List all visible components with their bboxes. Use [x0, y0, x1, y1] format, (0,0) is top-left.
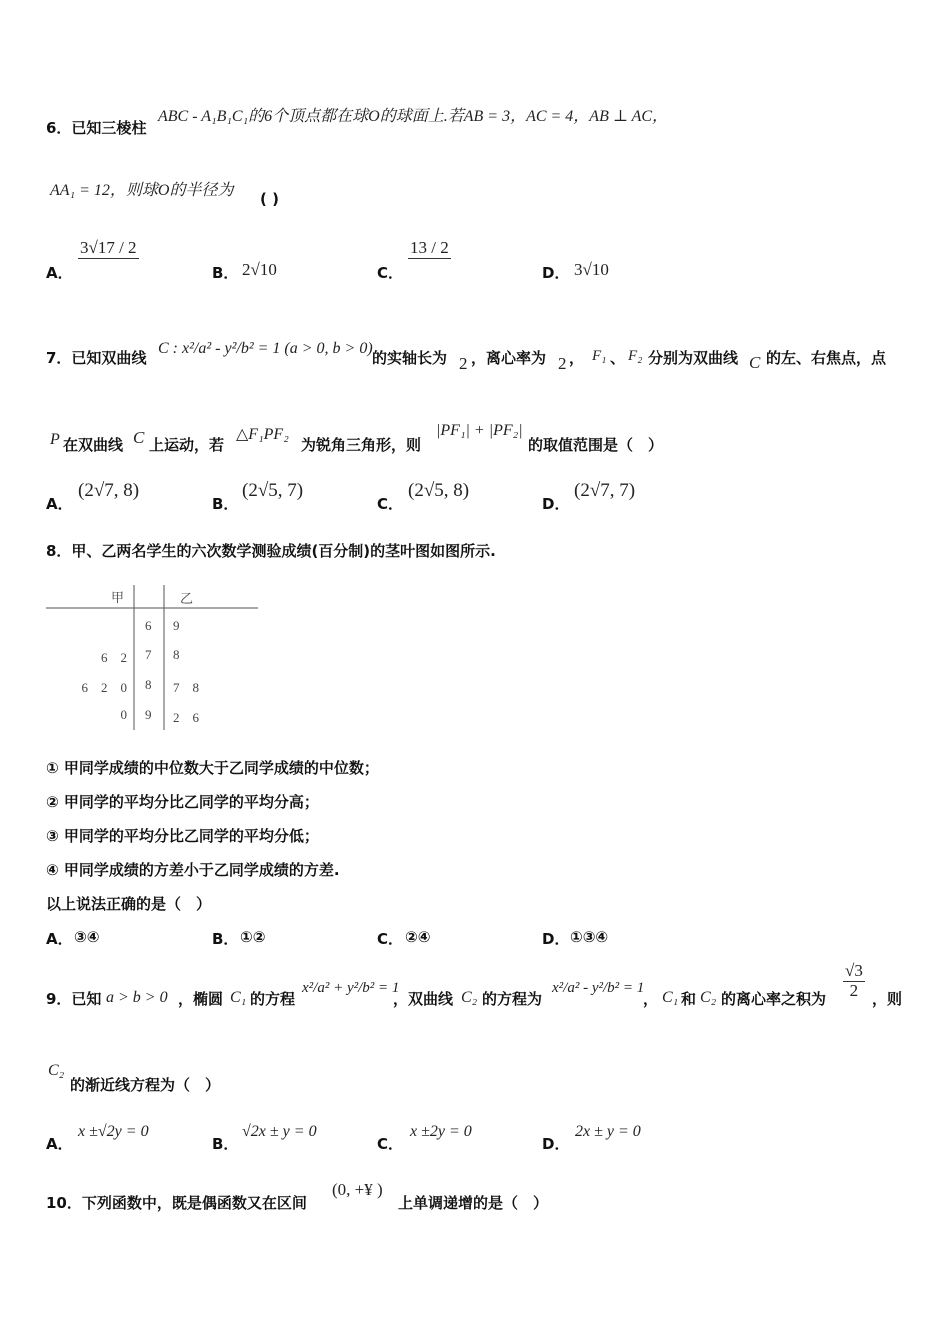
q7-text-3: ，	[569, 349, 585, 367]
q8-option-a-text: ③④	[74, 928, 100, 946]
q8-statement-1: ① 甲同学成绩的中位数大于乙同学成绩的中位数；	[46, 759, 379, 777]
q7-text-5: 的左、右焦点，点	[766, 349, 887, 367]
q8-option-a-label: A．	[46, 930, 73, 948]
q7-value-1: 2	[459, 354, 468, 373]
q7-option-c-text: (2√5, 8)	[408, 480, 470, 501]
q7-option-c-label: C．	[377, 495, 404, 513]
q7-separator: 、	[610, 349, 626, 367]
table-row-2-stem: 7	[145, 647, 152, 662]
q8-ask: 以上说法正确的是（ ）	[46, 895, 212, 913]
q6-stem-math: ABC - A₁B₁C₁的6个顶点都在球O的球面上.若AB = 3，AC = 4，AB ⊥ AC，	[158, 108, 669, 125]
q7-triangle: △F₁PF₂	[236, 426, 289, 443]
q6-option-c-text: 13 / 2	[410, 238, 449, 258]
q9-text-3: ，双曲线	[393, 990, 454, 1008]
q6-line2-tail: ( )	[260, 190, 279, 208]
q7-text-4: 分别为双曲线	[648, 349, 739, 367]
q9-option-b-text: √2x ± y = 0	[242, 1123, 317, 1140]
q9-text-8: ，则	[872, 990, 903, 1008]
q9-condition: a > b > 0	[106, 989, 168, 1006]
q7-option-b-text: (2√5, 7)	[242, 480, 304, 501]
table-row-4-left: 0	[120, 707, 127, 722]
q7-option-a-text: (2√7, 8)	[78, 480, 140, 501]
stem-leaf-table-lines	[46, 585, 258, 730]
q7-number: 7．已知双曲线	[46, 349, 147, 367]
q7-hyperbola-equation: C : x²/a² - y²/b² = 1 (a > 0, b > 0)	[158, 340, 373, 357]
q7-text-9: 的取值范围是（ ）	[528, 436, 664, 454]
q9-text-9: 的渐近线方程为（ ）	[70, 1076, 221, 1094]
q8-statement-2: ② 甲同学的平均分比乙同学的平均分高；	[46, 793, 319, 811]
q9-text-5: ，	[643, 990, 659, 1008]
q8-option-c-label: C．	[377, 930, 404, 948]
table-row-1-right: 9	[173, 618, 180, 633]
q6-number: 6．已知三棱柱	[46, 119, 147, 137]
q7-curve-c-2: C	[133, 428, 145, 447]
q7-value-2: 2	[558, 354, 567, 373]
q6-option-b-text: 2√10	[242, 260, 277, 279]
q9-text-7: 的离心率之积为	[721, 990, 827, 1008]
q10-tail: 上单调递增的是（ ）	[398, 1194, 549, 1212]
q9-c2-2: C₂	[700, 989, 717, 1006]
q9-c2-3: C₂	[48, 1062, 65, 1079]
q8-option-b-label: B．	[212, 930, 239, 948]
table-row-3-right: 7 8	[173, 680, 200, 695]
q9-option-c-text: x ±2y = 0	[410, 1123, 472, 1140]
table-head-left: 甲	[111, 590, 125, 605]
q7-point-p: P	[50, 431, 60, 448]
q7-expression: |PF₁| + |PF₂|	[436, 422, 523, 439]
q9-number: 9．已知	[46, 990, 102, 1008]
q9-option-c-label: C．	[377, 1135, 404, 1153]
q6-option-c-label: C．	[377, 264, 404, 282]
q9-hyperbola-equation: x²/a² - y²/b² = 1	[552, 980, 645, 996]
q8-statement-3: ③ 甲同学的平均分比乙同学的平均分低；	[46, 827, 319, 845]
q9-text-1: ，椭圆	[178, 990, 224, 1008]
q6-option-a-value	[78, 238, 139, 259]
q7-text-7: 上运动，若	[149, 436, 225, 454]
table-row-1-stem: 6	[145, 618, 152, 633]
q6-option-d-text: 3√10	[574, 260, 609, 279]
q9-option-a-label: A．	[46, 1135, 73, 1153]
q8-statement-4: ④ 甲同学成绩的方差小于乙同学成绩的方差.	[46, 861, 340, 879]
table-row-2-right: 8	[173, 647, 180, 662]
q8-option-d-label: D．	[542, 930, 570, 948]
q9-option-d-label: D．	[542, 1135, 570, 1153]
q7-focus-1: F₁	[592, 348, 607, 364]
q7-text-1: 的实轴长为	[372, 349, 448, 367]
q10-interval: (0, +¥ )	[332, 1180, 383, 1199]
q7-option-b-label: B．	[212, 495, 239, 513]
q7-option-d-label: D．	[542, 495, 570, 513]
q7-text-2: ，离心率为	[471, 349, 547, 367]
q6-option-a-label: A．	[46, 264, 73, 282]
q9-text-4: 的方程为	[482, 990, 543, 1008]
table-row-2-left: 6 2	[100, 650, 127, 665]
q7-option-a-label: A．	[46, 495, 73, 513]
q9-text-2: 的方程	[250, 990, 296, 1008]
table-head-right: 乙	[180, 591, 194, 606]
stem-leaf-table	[46, 585, 258, 730]
q6-option-b-label: B．	[212, 264, 239, 282]
q9-option-d-text: 2x ± y = 0	[575, 1123, 641, 1140]
q9-product-fraction	[843, 962, 865, 1000]
table-row-3-left: 6 2 0	[81, 680, 127, 695]
q9-fraction-numerator: √3	[845, 961, 863, 980]
q9-ellipse-equation: x²/a² + y²/b² = 1	[302, 980, 400, 996]
q8-option-c-text: ②④	[405, 928, 431, 946]
q6-option-d-label: D．	[542, 264, 570, 282]
q9-c1-2: C₁	[662, 989, 679, 1006]
q8-option-d-text: ①③④	[570, 928, 609, 946]
q7-curve-c: C	[749, 353, 761, 372]
q9-fraction-denominator: 2	[849, 980, 859, 1000]
q7-text-6: 在双曲线	[63, 436, 124, 454]
q6-line2-math: AA₁ = 12，则球O的半径为	[50, 182, 234, 199]
q9-option-b-label: B．	[212, 1135, 239, 1153]
q6-option-c-value	[408, 238, 451, 259]
q9-c2: C₂	[461, 989, 478, 1006]
q9-text-6: 和	[681, 990, 697, 1008]
q8-stem: 8．甲、乙两名学生的六次数学测验成绩(百分制)的茎叶图如图所示.	[46, 542, 496, 560]
table-row-4-right: 2 6	[173, 710, 200, 725]
q9-option-a-text: x ±√2y = 0	[78, 1123, 149, 1140]
q7-text-8: 为锐角三角形，则	[301, 436, 422, 454]
q6-option-a-text: 3√17 / 2	[80, 238, 137, 258]
table-row-3-stem: 8	[145, 677, 152, 692]
q7-focus-2: F₂	[628, 348, 643, 364]
q8-option-b-text: ①②	[240, 928, 266, 946]
q9-c1: C₁	[230, 989, 247, 1006]
q7-option-d-text: (2√7, 7)	[574, 480, 636, 501]
table-row-4-stem: 9	[145, 707, 152, 722]
q10-stem: 10．下列函数中，既是偶函数又在区间	[46, 1194, 307, 1212]
